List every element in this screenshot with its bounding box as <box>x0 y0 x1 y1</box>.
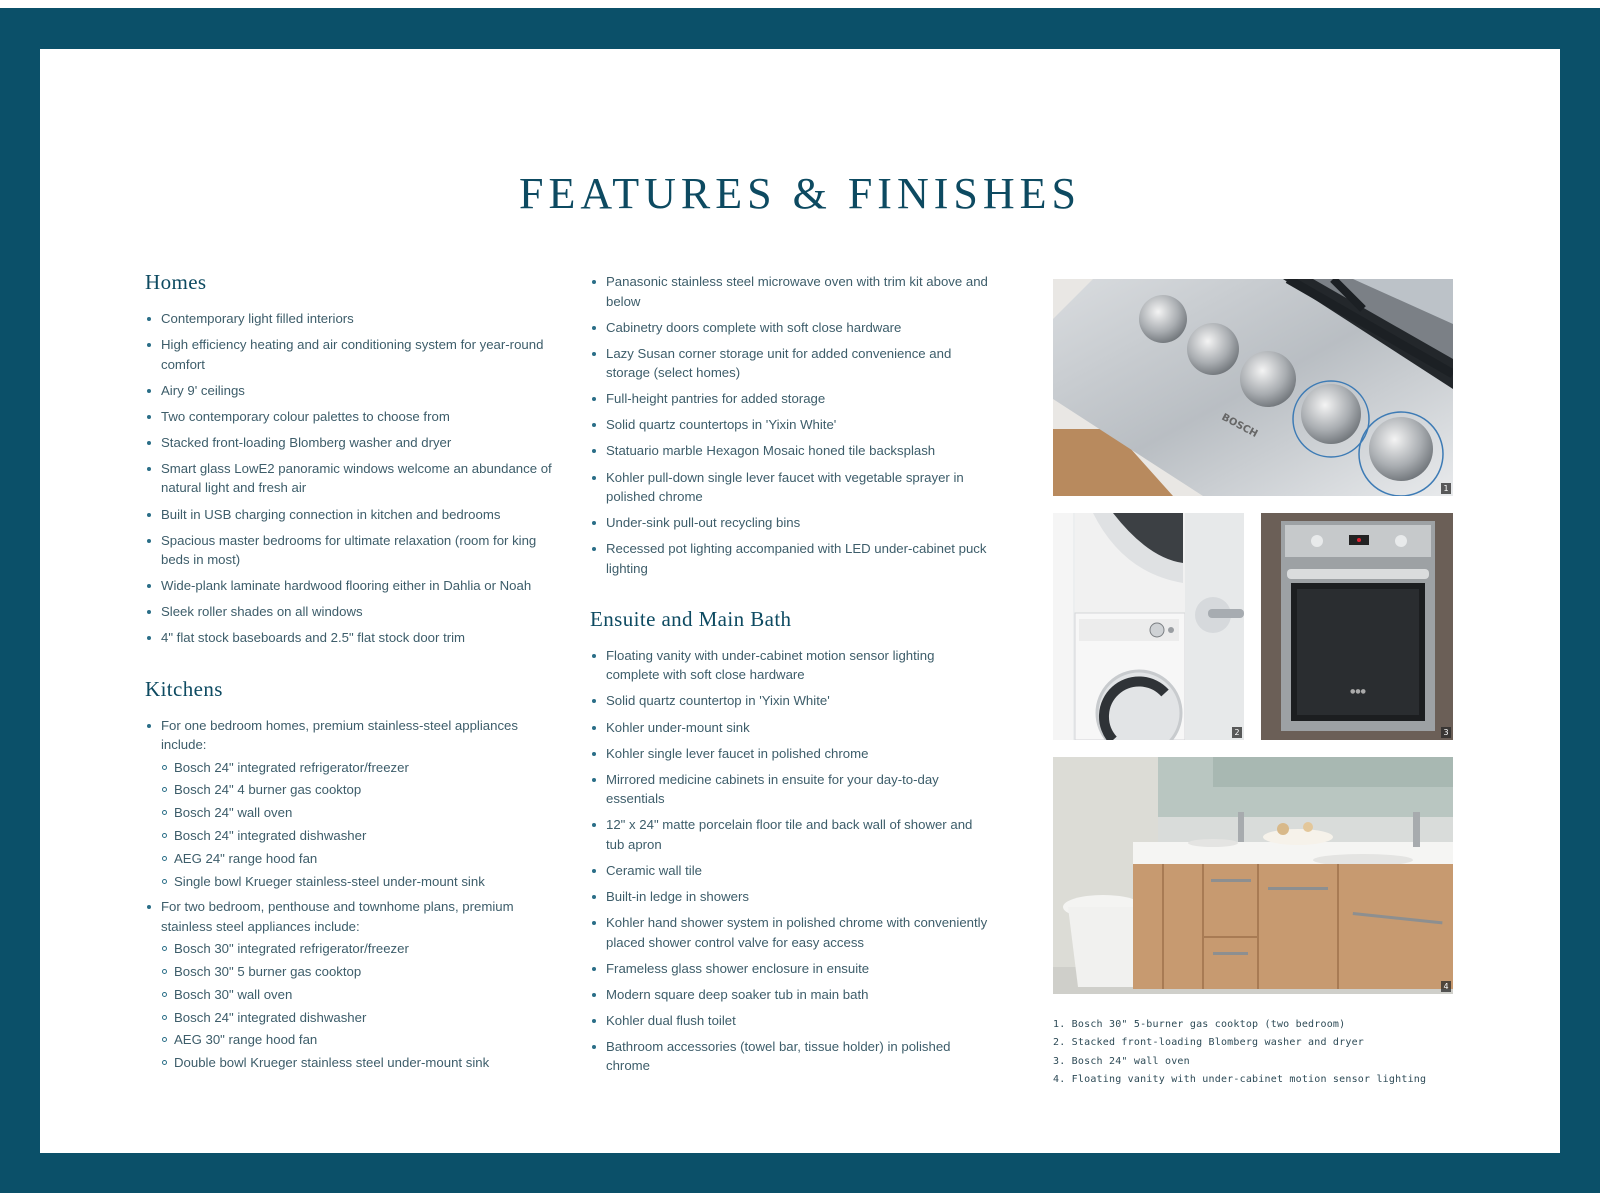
homes-heading: Homes <box>145 270 207 294</box>
list-item: Kohler single lever faucet in polished chrome <box>590 744 990 764</box>
bosch-logo: BOSCH <box>1219 411 1260 440</box>
sub-list-item: Bosch 30" wall oven <box>161 985 555 1004</box>
list-item-one-bedroom <box>145 716 555 891</box>
list-item: Kohler dual flush toilet <box>590 1011 990 1031</box>
list-item: Kohler under-mount sink <box>590 718 990 738</box>
list-item: Mirrored medicine cabinets in ensuite for your day-to-day essentials <box>590 770 990 809</box>
list-item: Spacious master bedrooms for ultimate relaxation (room for king beds in most) <box>145 531 555 570</box>
one-bedroom-intro: For one bedroom homes, premium stainless-steel appliances include: <box>161 717 518 753</box>
sub-list-item: Double bowl Krueger stainless steel under-mount sink <box>161 1053 555 1072</box>
photo-number: 3 <box>1441 727 1451 738</box>
list-item: Bathroom accessories (towel bar, tissue holder) in polished chrome <box>590 1037 990 1076</box>
sub-list-item: AEG 30" range hood fan <box>161 1030 555 1049</box>
washer-image <box>1053 513 1244 740</box>
list-item: Wide-plank laminate hardwood flooring either in Dahlia or Noah <box>145 576 555 596</box>
column-left <box>145 270 555 1079</box>
sub-list-item: Bosch 24" wall oven <box>161 803 555 822</box>
list-item-two-bedroom <box>145 897 555 1072</box>
list-item: Statuario marble Hexagon Mosaic honed tile backsplash <box>590 441 990 461</box>
kitchens-heading: Kitchens <box>145 676 223 701</box>
list-item: Modern square deep soaker tub in main bath <box>590 985 990 1005</box>
photo-captions <box>1053 1016 1453 1089</box>
list-item: Smart glass LowE2 panoramic windows welcome an abundance of natural light and fresh air <box>145 459 555 498</box>
list-item: Sleek roller shades on all windows <box>145 602 555 622</box>
caption: 1. Bosch 30" 5-burner gas cooktop (two bedroom) <box>1053 1019 1346 1030</box>
vanity-image <box>1053 757 1453 994</box>
ensuite-list <box>590 646 990 1076</box>
two-bedroom-appliances <box>161 939 555 1072</box>
list-item: 4" flat stock baseboards and 2.5" flat stock door trim <box>145 628 555 648</box>
list-item: Built in USB charging connection in kitchen and bedrooms <box>145 505 555 525</box>
list-item: Stacked front-loading Blomberg washer and dryer <box>145 433 555 453</box>
caption: 4. Floating vanity with under-cabinet motion sensor lighting <box>1053 1073 1427 1085</box>
list-item: Cabinetry doors complete with soft close hardware <box>590 318 990 338</box>
kitchens-list <box>145 716 555 1073</box>
photo-number: 2 <box>1232 727 1242 738</box>
sub-list-item: Bosch 30" integrated refrigerator/freezer <box>161 939 555 958</box>
photo-number: 4 <box>1441 981 1451 992</box>
bosch-logo-oven: ●●● <box>1350 688 1366 695</box>
washer-photo <box>1053 513 1244 740</box>
sub-list-item: Bosch 24" 4 burner gas cooktop <box>161 780 555 799</box>
list-item: Kohler hand shower system in polished chrome with conveniently placed shower control valve for easy access <box>590 913 990 952</box>
list-item: 12" x 24" matte porcelain floor tile and back wall of shower and tub apron <box>590 815 990 854</box>
list-item: Under-sink pull-out recycling bins <box>590 513 990 533</box>
list-item: Lazy Susan corner storage unit for added convenience and storage (select homes) <box>590 344 990 383</box>
list-item: Ceramic wall tile <box>590 861 990 881</box>
list-item: Solid quartz countertop in 'Yixin White' <box>590 691 990 711</box>
list-item: Kohler pull-down single lever faucet with vegetable sprayer in polished chrome <box>590 468 990 507</box>
caption: 2. Stacked front-loading Blomberg washer and dryer <box>1053 1037 1365 1049</box>
list-item: Frameless glass shower enclosure in ensuite <box>590 959 990 979</box>
oven-photo <box>1261 513 1453 740</box>
sub-list-item: Bosch 24" integrated dishwasher <box>161 1008 555 1027</box>
vanity-photo <box>1053 757 1453 994</box>
two-bedroom-intro: For two bedroom, penthouse and townhome plans, premium stainless steel appliances include: <box>161 899 514 934</box>
sub-list-item: Single bowl Krueger stainless-steel under-mount sink <box>161 872 555 891</box>
list-item: Two contemporary colour palettes to choose from <box>145 407 555 427</box>
list-item: Contemporary light filled interiors <box>145 309 555 329</box>
list-item: Recessed pot lighting accompanied with LED under-cabinet puck lighting <box>590 539 990 578</box>
list-item: Airy 9' ceilings <box>145 381 555 401</box>
cooktop-photo <box>1053 279 1453 496</box>
list-item: Floating vanity with under-cabinet motion sensor lighting complete with soft close hardware <box>590 646 990 685</box>
photo-number: 1 <box>1441 483 1451 494</box>
oven-image <box>1261 513 1453 740</box>
cooktop-image <box>1053 279 1453 496</box>
section-spacer <box>145 655 555 677</box>
sub-list-item: Bosch 30" 5 burner gas cooktop <box>161 962 555 981</box>
sub-list-item: AEG 24" range hood fan <box>161 849 555 868</box>
sub-list-item: Bosch 24" integrated dishwasher <box>161 826 555 845</box>
list-item: Built-in ledge in showers <box>590 887 990 907</box>
list-item: Full-height pantries for added storage <box>590 389 990 409</box>
homes-list <box>145 309 555 648</box>
ensuite-heading: Ensuite and Main Bath <box>590 606 792 631</box>
list-item: Panasonic stainless steel microwave oven with trim kit above and below <box>590 272 990 311</box>
kitchens-continued-list <box>590 272 990 578</box>
list-item: High efficiency heating and air conditioning system for year-round comfort <box>145 335 555 374</box>
column-middle <box>590 272 990 1083</box>
section-spacer <box>590 585 990 607</box>
sub-list-item: Bosch 24" integrated refrigerator/freezer <box>161 758 555 777</box>
one-bedroom-appliances <box>161 758 555 891</box>
page-title: FEATURES & FINISHES <box>519 169 1081 218</box>
list-item: Solid quartz countertops in 'Yixin White' <box>590 415 990 435</box>
caption: 3. Bosch 24" wall oven <box>1053 1055 1190 1067</box>
